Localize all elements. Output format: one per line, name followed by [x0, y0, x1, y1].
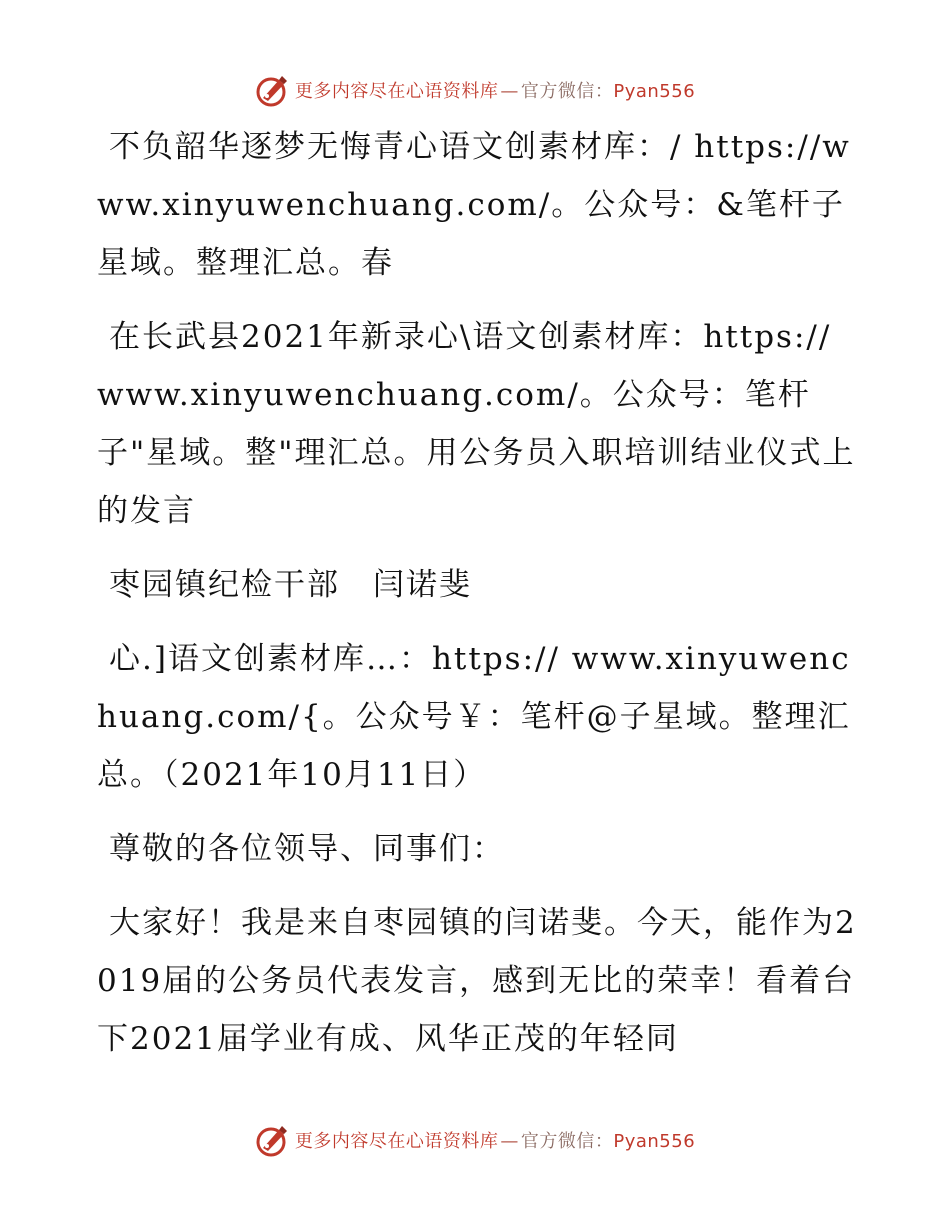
salutation: 尊敬的各位领导、同事们： — [109, 831, 505, 867]
author-line: 枣园镇纪检干部 闫诺斐 — [109, 567, 472, 603]
pen-in-circle-logo-icon — [255, 72, 291, 108]
paragraph: 大家好！我是来自枣园镇的闫诺斐。今天，能作为2019届的公务员代表发言，感到无比的荣幸！看着台下2021届学业有成、风华正茂的年轻同 — [97, 905, 857, 1057]
document-body — [97, 118, 857, 1084]
header-text: 更多内容尽在心语资料库 — 官方微信：Pyan556 — [294, 81, 696, 102]
footer-banner — [0, 1120, 950, 1160]
paragraph: 不负韶华逐梦无悔青心语文创素材库：/ https://www.xinyuwenchuang.com/。公众号：&笔杆子星域。整理汇总。春 — [97, 129, 851, 281]
header-banner — [0, 70, 950, 110]
pen-in-circle-logo-icon — [255, 1122, 291, 1158]
paragraph: 在长武县2021年新录心\语文创素材库：https://www.xinyuwenchuang.com/。公众号：笔杆子"星域。整"理汇总。用公务员入职培训结业仪式上的发言 — [97, 319, 856, 529]
paragraph: 心.]语文创素材库…：https:// www.xinyuwenchuang.com/{。公众号￥：笔杆@子星域。整理汇总。（2021年10月11日） — [97, 641, 851, 793]
footer-text: 更多内容尽在心语资料库 — 官方微信：Pyan556 — [294, 1131, 696, 1152]
